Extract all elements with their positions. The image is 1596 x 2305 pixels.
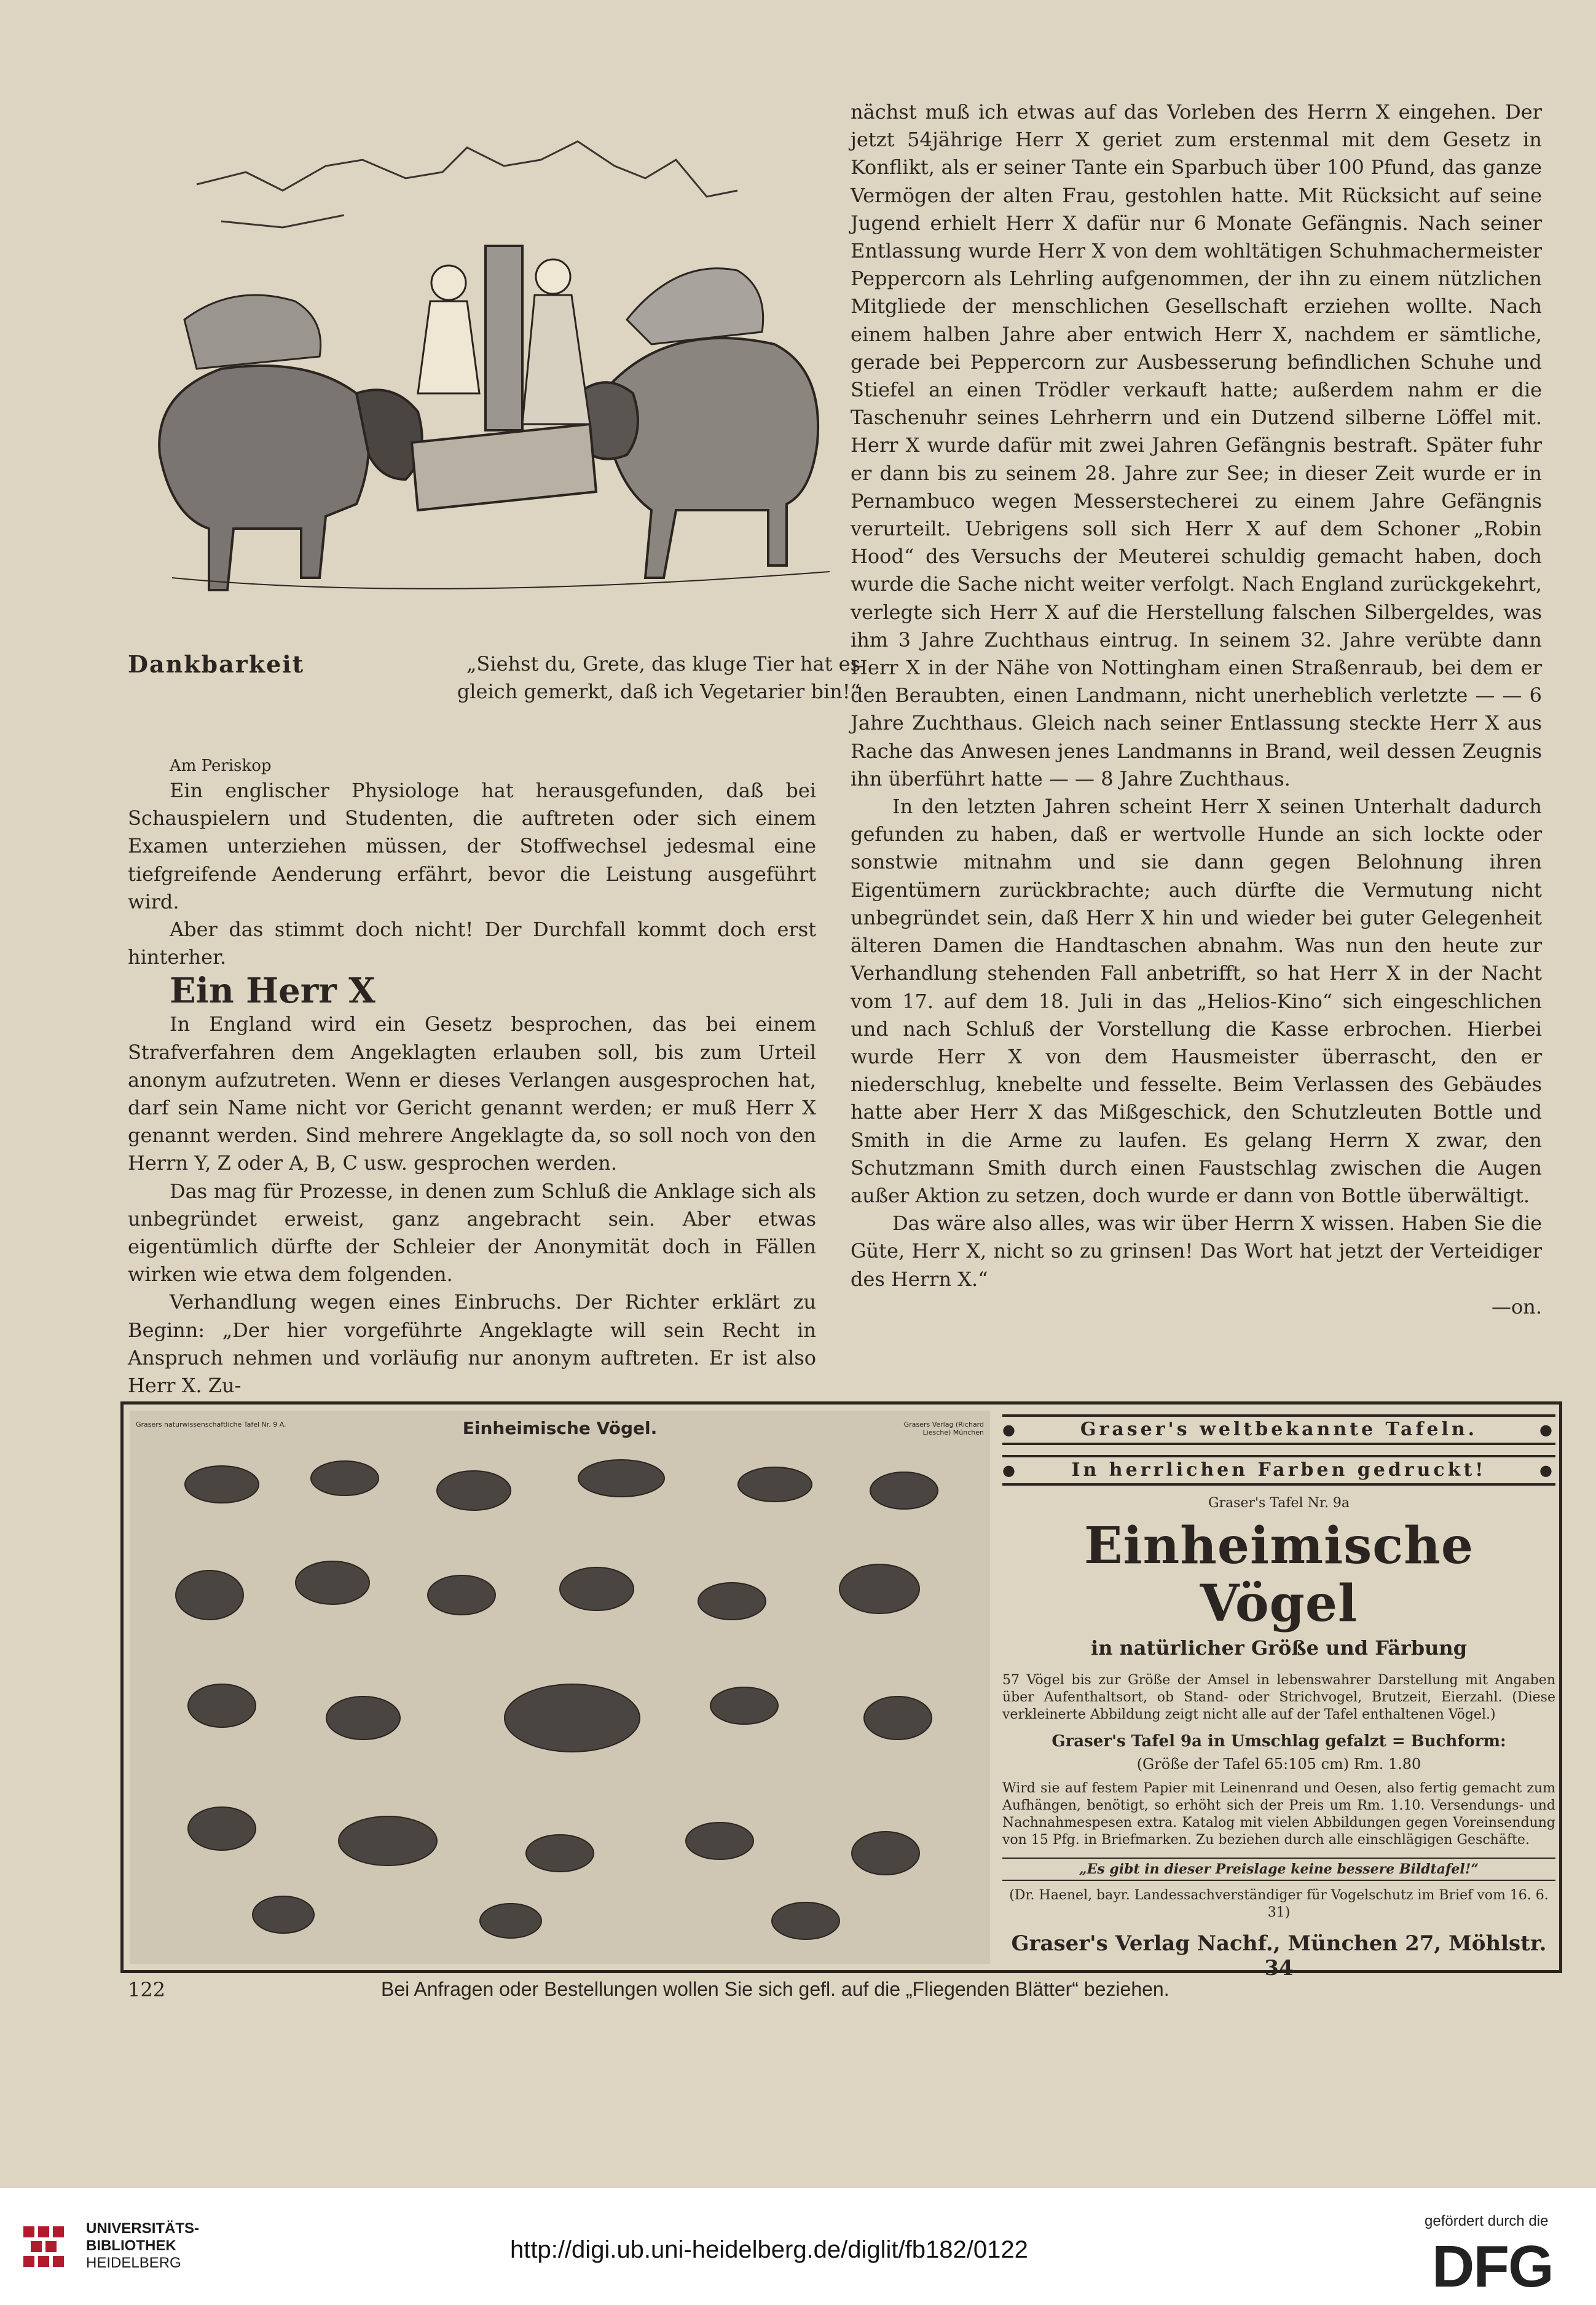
bird-chart-image	[130, 1411, 990, 1964]
hill-line	[221, 215, 344, 227]
caption-title: Dankbarkeit	[128, 650, 305, 678]
ad-attribution: (Dr. Haenel, bayr. Landessachverständiger für Vogelschutz im Brief vom 16. 6. 31)	[1009, 1888, 1549, 1920]
ub-name-line-1: UNIVERSITÄTS-	[86, 2220, 200, 2237]
advertisement	[120, 1401, 1562, 1980]
page-number: 122	[128, 1978, 166, 2001]
paragraph: Aber das stimmt doch nicht! Der Durchfall kommt doch erst hinterher.	[128, 918, 816, 969]
advertisement-text	[1002, 1405, 1555, 1980]
chart-publisher-label: Grasers Verlag (Richard Liesche) München	[903, 1420, 984, 1436]
chart-series-label: Grasers naturwissenschaftliche Tafel Nr. 9 A.	[136, 1420, 286, 1428]
pump	[485, 246, 522, 430]
university-library-name[interactable]	[86, 2220, 199, 2272]
ub-name-line-3: HEIDELBERG	[86, 2255, 181, 2271]
ad-tafel-number: Graser's Tafel Nr. 9a	[1208, 1495, 1350, 1511]
ad-price-line: (Größe der Tafel 65:105 cm) Rm. 1.80	[1136, 1755, 1421, 1773]
cartoon-illustration	[123, 135, 860, 639]
ad-banner-farben: ● In herrlichen Farben gedruckt! ●	[1002, 1455, 1555, 1486]
right-column	[851, 98, 1542, 1321]
birds-illustration	[130, 1411, 990, 1964]
dfg-logo[interactable]: DFG	[1432, 2234, 1553, 2299]
footer-note: Bei Anfragen oder Bestellungen wollen Sie sich gefl. auf die „Fliegenden Blätter“ beziehen.	[381, 1978, 1169, 2000]
article-heading: Ein Herr X	[170, 971, 375, 1012]
dfg-funding-label: gefördert durch die	[1425, 2213, 1549, 2229]
viewer-footer	[0, 2188, 1596, 2305]
ad-subtitle: in natürlicher Größe und Färbung	[1090, 1636, 1468, 1660]
woman-body	[418, 301, 479, 393]
left-column	[128, 755, 816, 1400]
document-url-link[interactable]: http://digi.ub.uni-heidelberg.de/diglit/fb182/0122	[510, 2236, 1028, 2263]
paragraph: In den letzten Jahren scheint Herr X seinen Unterhalt dadurch gefunden zu haben, daß er wertvolle Hunde an sich lockte oder sonstwie mitnahm und sie dann gegen Belohnung ihren Eigentümern zurückbrachte; auch dürfte die Vermutung nicht unbegründet sein, daß Herr X hin und wieder bei guter Gelegenheit älteren Damen die Handtaschen abnahm. Was nun den heute zur Verhandlung stehenden Fall anbetrifft, so hat Herr X in der Nacht vom 17. auf dem 18. Juli in das „Helios-Kino“ sich eingeschlichen und nach Schluß der Vorstellung die Kasse erbrochen. Hierbei wurde Herr X von dem Hausmeister überrascht, den er niederschlug, knebelte und fesselte. Beim Verlassen des Gebäudes hatte aber Herr X das Mißgeschick, den Schutzleuten Bottle und Smith in die Arme zu laufen. Es gelang Herrn X zwar, den Schutzmann Smith durch einen Faustschlag zwischen die Augen außer Aktion zu setzen, doch wurde er dann von Bottle überwältigt.	[851, 795, 1542, 1207]
paragraph: In England wird ein Gesetz besprochen, das bei einem Strafverfahren dem Angeklagten erlauben soll, bis zum Urteil anonym aufzutreten. Wenn er dieses Verlangen ausgesprochen hat, darf sein Name nicht vor Gericht genannt werden; er muß Herr X genannt werden. Sind mehrere Angeklagte da, so soll noch von den Herrn Y, Z oder A, B, C usw. gesprochen werden.	[128, 1012, 816, 1175]
ad-description-2: Wird sie auf festem Papier mit Leinenrand und Oesen, also fertig gemacht zum Aufhängen, benötigt, so erhöht sich der Preis um Rm. 1.10. Versendungs- und Nachnahmespesen extra. Katalog mit vielen Abbildungen gegen Voreinsendung von 15 Pfg. in Briefmarken. Zu beziehen durch alle einschlägigen Geschäfte.	[1002, 1781, 1555, 1848]
paragraph: Das mag für Prozesse, in denen zum Schluß die Anklage sich als unbegründet erweist, ganz angebracht sein. Aber etwas eigentümlich dürfte der Schleier der Anonymität doch in Fällen wirken wie etwa dem folgenden.	[128, 1179, 816, 1286]
section-label-periskop: Am Periskop	[170, 757, 272, 775]
paragraph: Das wäre also alles, was wir über Herrn X wissen. Haben Sie die Güte, Herr X, nicht so zu grinsen! Das Wort hat jetzt der Verteidiger des Herrn X.“	[851, 1212, 1542, 1291]
cow-back-left	[184, 295, 321, 369]
man-body	[522, 295, 590, 424]
chart-image-title: Einheimische Vögel.	[462, 1418, 658, 1438]
paragraph: nächst muß ich etwas auf das Vorleben des Herrn X eingehen. Der jetzt 54jährige Herr X geriet zum erstenmal mit dem Gesetz in Konflikt, als er seiner Tante ein Sparbuch über 100 Pfund, das ganze Vermögen der alten Frau, gestohlen hatte. Mit Rücksicht auf seine Jugend erhielt Herr X dafür nur 6 Monate Gefängnis. Nach seiner Entlassung wurde Herr X von dem wohltätigen Schuhmachermeister Peppercorn als Lehrling aufgenommen, der ihn zu einem nützlichen Mitgliede der menschlichen Gesellschaft erziehen wollte. Nach einem halben Jahre aber entwich Herr X, nachdem er sämtliche, gerade bei Peppercorn zur Ausbesserung befindlichen Schuhe und Stiefel an einen Trödler verkauft hatte; außerdem nahm er die Taschenuhr seines Lehrherrn und ein Dutzend silberne Löffel mit. Herr X wurde dafür mit zwei Jahren Gefängnis bestraft. Später fuhr er dann bis zu seinem 28. Jahre zur See; in dieser Zeit wurde er in Pernambuco wegen Messerstecherei zu einem Jahre Gefängnis verurteilt. Uebrigens soll sich Herr X auf dem Schoner „Robin Hood“ des Versuchs der Meuterei schuldig gemacht haben, doch wurde die Sache nicht weiter verfolgt. Nach England zurückgekehrt, verlegte sich Herr X auf die Herstellung falschen Silbergeldes, was ihm 3 Jahre Zuchthaus eintrug. In seinem 32. Jahre verübte dann Herr X in der Nähe von Nottingham einen Straßenraub, bei dem er den Beraubten, einen Landmann, nicht unerheblich verletzte — — 6 Jahre Zuchthaus. Gleich nach seiner Entlassung steckte Herr X aus Rache das Anwesen jenes Landmanns in Brand, weil dessen Zeugnis ihn überführt hatte — — 8 Jahre Zuchthaus.	[851, 100, 1542, 790]
mountain-line	[197, 141, 737, 197]
university-library-logo-icon[interactable]	[17, 2220, 79, 2282]
ad-banner-tafeln: ● Graser's weltbekannte Tafeln. ●	[1002, 1414, 1555, 1445]
trough	[412, 424, 596, 510]
ad-title: Einheimische Vögel	[1083, 1516, 1474, 1633]
man-head	[536, 259, 570, 294]
ub-name-line-2: BIBLIOTHEK	[86, 2237, 176, 2254]
ground-line	[172, 572, 830, 589]
signature: —on.	[1491, 1294, 1542, 1318]
paragraph: Verhandlung wegen eines Einbruchs. Der Richter erklärt zu Beginn: „Der hier vorgeführte Angeklagte will sein Recht in Anspruch nehmen und vorläufig nur anonym auftreten. Er ist also Herr X. Zu-	[128, 1290, 816, 1398]
cow-back-right	[627, 269, 763, 344]
cow-right-body	[602, 338, 818, 578]
paragraph: Ein englischer Physiologe hat herausgefunden, daß bei Schauspielern und Studenten, die auftreten oder sich einem Examen unterziehen müssen, der Stoffwechsel jedesmal eine tiefgreifende Aenderung erfährt, bevor die Leistung ausgeführt wird.	[128, 779, 816, 913]
caption-text: „Siehst du, Grete, das kluge Tier hat es gleich gemerkt, daß ich Vegetarier bin!“	[457, 652, 860, 703]
woman-head	[431, 266, 466, 300]
ad-publisher: Graser's Verlag Nachf., München 27, Möhlstr. 34	[1011, 1931, 1547, 1980]
cow-left-body	[159, 366, 369, 590]
ad-format-line: Graser's Tafel 9a in Umschlag gefalzt = Buchform:	[1052, 1732, 1506, 1751]
ad-description: 57 Vögel bis zur Größe der Amsel in lebenswahrer Darstellung mit Angaben über Aufenthaltsort, ob Stand- oder Strichvogel, Brutzeit, Eierzahl. (Diese verkleinerte Abbildung zeigt nicht alle auf der Tafel enthaltenen Vögel.)	[1002, 1673, 1555, 1722]
ad-quote: „Es gibt in dieser Preislage keine bessere Bildtafel!“	[1002, 1858, 1555, 1881]
